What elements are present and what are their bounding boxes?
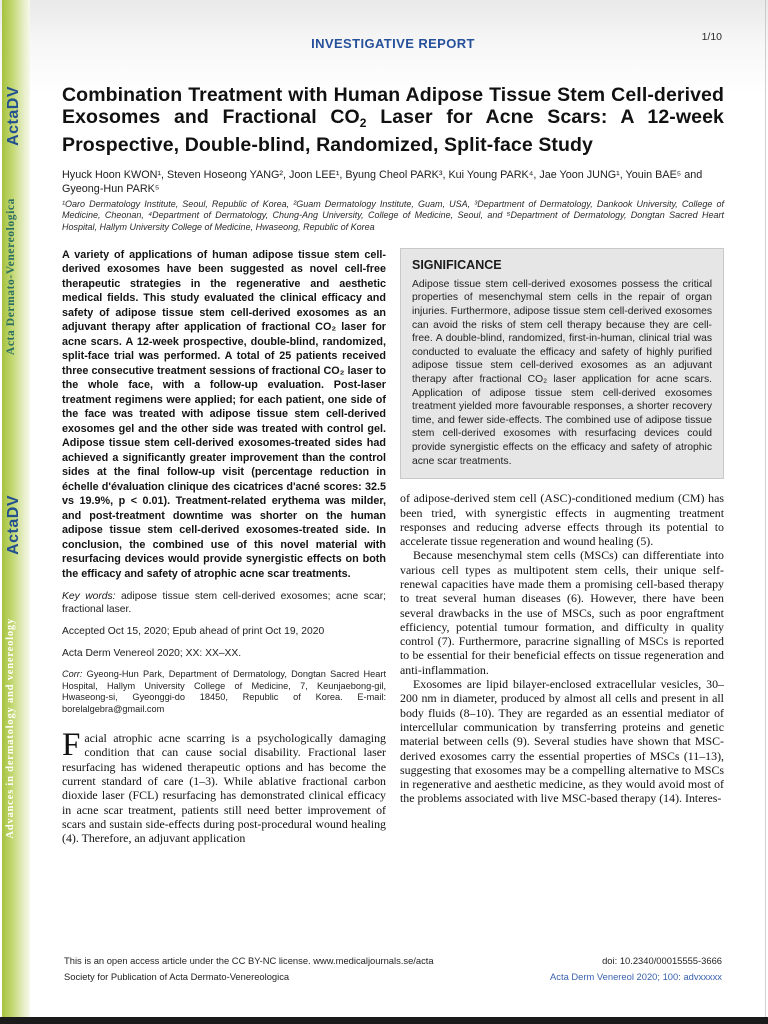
- page-footer: [64, 953, 722, 985]
- body-paragraph-3: Exosomes are lipid bilayer-enclosed extracellular vesicles, 30–200 nm in diameter, produced by almost all cells and present in all body fluids (8–10). They are regarded as an essential mediator of intercellular communication by transferring proteins and genetic material between cells (9). Several studies have shown that MSC-derived exosomes carry the essential properties of MSCs (11–13), suggesting that exosomes may be a compelling alternative to MSCs in regenerative and aesthetic medicine, as they would avoid most of the problems associated with live MSC-based therapy (14). Interes-: [400, 677, 724, 806]
- article-title-subscript: 2: [359, 116, 367, 130]
- footer-left: [64, 953, 434, 985]
- sidebar-brand-bottom: ActaDV: [5, 495, 22, 555]
- page-header: [62, 31, 724, 62]
- footer-doi: doi: 10.2340/00015555-3666: [602, 955, 722, 966]
- significance-heading: SIGNIFICANCE: [412, 257, 502, 272]
- significance-text: Adipose tissue stem cell-derived exosomes possess the critical properties of mesenchymal stem cells in the repair of organ injuries. Furthermore, adipose tissue stem cell-derived exosomes can avoid the risks of stem cell therapy because they are cell-free. A double-blind, randomized, first-in-human, clinical trial was conducted to evaluate the efficacy and safety of highly purified adipose tissue stem cell-derived exosomes as an adjuvant therapy after fractional CO₂ laser application for acne scars. Application of adipose tissue stem cell-derived exosomes treatment yielded more favourable responses, a shorter recovery time, and fewer side-effects. The combined use of adipose tissue stem cell-derived exosomes with resurfacing devices could provide synergistic effects on the efficacy and safety of atrophic acne scar treatments.: [412, 278, 712, 467]
- intro-paragraph: [62, 727, 386, 846]
- article-title-pre: Combination Treatment with Human Adipose Tissue Stem Cell-derived Exosomes and Fractional CO: [62, 84, 724, 128]
- sidebar-journal-name: Acta Dermato-Venereologica: [5, 198, 17, 356]
- journal-citation: Acta Derm Venereol 2020; XX: XX–XX.: [62, 648, 242, 660]
- two-column-layout: [62, 248, 724, 846]
- footer-license: This is an open access article under the CC BY-NC license. www.medicaljournals.se/acta: [64, 955, 434, 966]
- abstract-text: A variety of applications of human adipose tissue stem cell-derived exosomes have been suggested as novel cell-free therapeutic strategies in the regenerative and aesthetic medical fields. This study evaluated the clinical efficacy and safety of adipose tissue stem cell-derived exosomes as an adjuvant therapy after application of fractional CO₂ laser for acne scars. A 12-week prospective, double-blind, randomized, split-face trial was performed. A total of 25 patients received three consecutive treatment sessions of fractional CO₂ laser to the whole face, with a follow-up evaluation. Post-laser treatment regimens were applied; for each patient, one side of the face was treated with adipose tissue stem cell-derived exosomes gel and the other side was treated with control gel. Adipose tissue stem cell-derived exosomes-treated sides had achieved a significantly greater improvement than the control sides at the final follow-up visit (percentage reduction in échelle d'évaluation clinique des cicatrices d'acné scores: 32.5 vs 19.9%, p < 0.01). Treatment-related erythema was milder, and post-treatment downtime was shorter on the human adipose tissue stem cell-derived exosomes-treated side. In conclusion, the combined use of this novel material with resurfacing devices would provide synergistic effects on both the efficacy and safety of atrophic acne scar treatments.: [62, 248, 386, 580]
- intro-text: acial atrophic acne scarring is a psychologically damaging condition that can cause social disability. Fractional laser resurfacing has widened therapeutic options and has become the current standard of care (1–3). While ablative fractional carbon dioxide laser (FCL) resurfacing has demonstrated clinical efficacy in acne scar treatment, patients still need better improvement of scars and sustain side-effects during post-procedural wound healing (4). Therefore, an adjuvant application: [62, 731, 386, 846]
- correspondence-block: [62, 669, 386, 715]
- masthead-sidebar: [2, 0, 30, 1017]
- article-content: [62, 31, 724, 846]
- sidebar-journal-tagline: Advances in dermatology and venereology: [5, 618, 16, 839]
- article-title: [62, 84, 724, 156]
- correspondence-label: Corr:: [62, 669, 83, 680]
- article-title-post: Laser for Acne Scars: A 12-week Prospective, Double-blind, Randomized, Split-face Study: [62, 106, 724, 156]
- body-text: [400, 491, 724, 806]
- section-heading: INVESTIGATIVE REPORT: [311, 36, 475, 51]
- footer-right: [550, 953, 722, 985]
- author-list: Hyuck Hoon KWON¹, Steven Hoseong YANG², Joon LEE¹, Byung Cheol PARK³, Kui Young PARK⁴, Jae Yoon JUNG¹, Youin BAE⁵ and Gyeong-Hun PARK⁵: [62, 169, 703, 195]
- body-paragraph-2: Because mesenchymal stem cells (MSCs) can differentiate into various cell types as multipotent stem cells, their unique self-renewal capacities have made them a promising cell-based therapy to treat several human diseases (6). However, there have been several drawbacks in the use of MSCs, such as poor engraftment efficiency, potential tumour formation, and difficulty in quality control (7). Furthermore, paracrine signalling of MSCs is reported to be essential for their beneficial effects on tissue regeneration and anti-inflammation.: [400, 548, 724, 677]
- correspondence-text: Gyeong-Hun Park, Department of Dermatology, Dongtan Sacred Heart Hospital, Hallym University College of Medicine, 7, Keunjaebong-gil, Hwaseong-si, Gyeonggi-do 18450, Republic of Korea. E-mail: borelalgebra@gmail.com: [62, 669, 386, 714]
- body-paragraph-1: of adipose-derived stem cell (ASC)-conditioned medium (CM) has been tried, with synergistic effects in augmenting treatment responses and reducing adverse effects through its potential to accelerate tissue regeneration and wound healing (5).: [400, 491, 724, 549]
- keywords-text: adipose tissue stem cell-derived exosomes; acne scar; fractional laser.: [62, 591, 386, 616]
- right-column: [400, 248, 724, 846]
- footer-society: Society for Publication of Acta Dermato-Venereologica: [64, 971, 290, 982]
- keywords-label: Key words:: [62, 591, 116, 603]
- page-right-edge: [765, 0, 766, 1024]
- accepted-note: Accepted Oct 15, 2020; Epub ahead of print Oct 19, 2020: [62, 626, 325, 638]
- footer-citation-link[interactable]: Acta Derm Venereol 2020; 100: advxxxxx: [550, 971, 722, 982]
- sidebar-brand-top: ActaDV: [5, 86, 22, 146]
- keywords-block: [62, 590, 386, 616]
- dropcap: F: [62, 727, 81, 764]
- significance-box: [400, 248, 724, 479]
- left-column: [62, 248, 386, 846]
- bottom-bar: [0, 1017, 768, 1024]
- affiliations: ¹Oaro Dermatology Institute, Seoul, Republic of Korea, ²Guam Dermatology Institute, Guam, USA, ³Department of Dermatology, Dankook University, College of Medicine, Cheonan, ⁴Department of Dermatology, Chung-Ang University, College of Medicine, Seoul, and ⁵Department of Dermatology, Dongtan Sacred Heart Hospital, Hallym University College of Medicine, Hwaseong, Republic of Korea: [62, 199, 724, 232]
- page-number: 1/10: [701, 31, 722, 43]
